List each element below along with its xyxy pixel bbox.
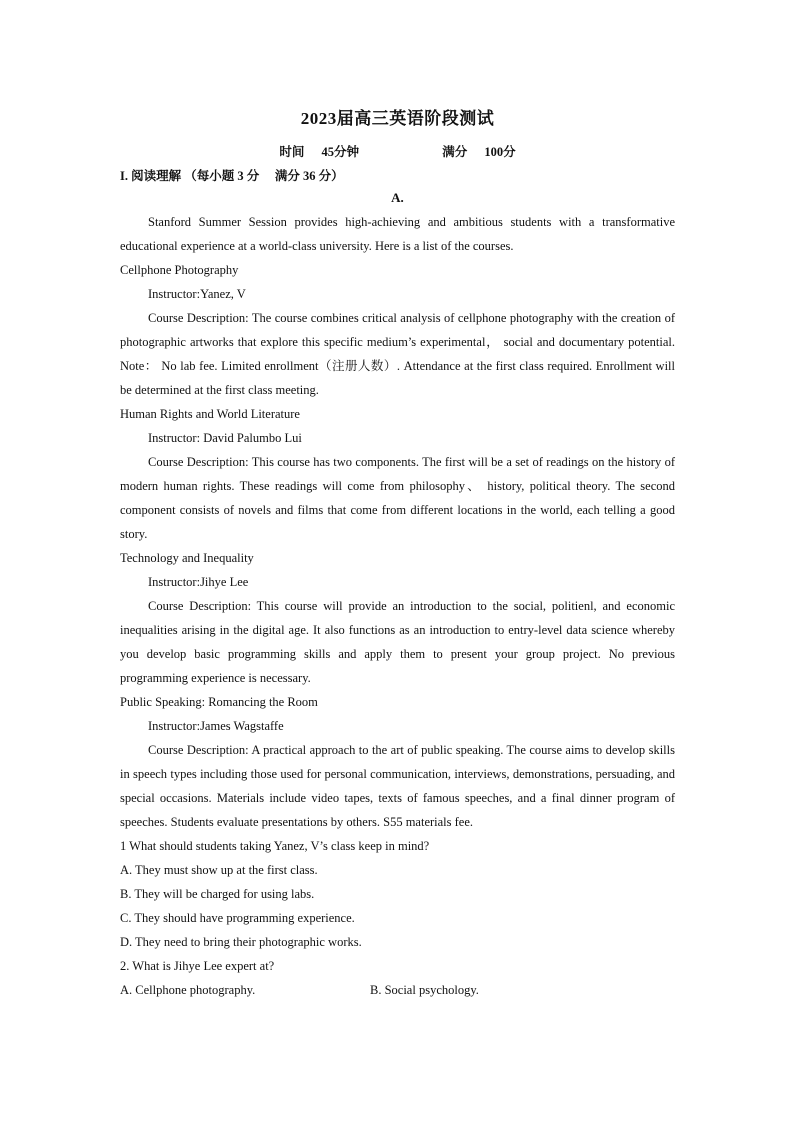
answer-options-row (120, 978, 675, 1002)
answer-option: B. Social psychology. (370, 983, 479, 997)
course-description: Course Description: A practical approach to the art of public speaking. The course aims to develop skills in speech types including those used for personal communication, interviews, demonstrations, persuading, and special occasions. Materials include video tapes, texts of famous speeches, and a final dinner program of speeches. Students evaluate presentations by others. S55 materials fee. (120, 743, 675, 829)
course-description: Course Description: This course has two components. The first will be a set of readings on the history of modern human rights. These readings will come from philosophy、 history, political theory. The second component consists of novels and films that come from different locations in the world, each telling a good story. (120, 455, 675, 541)
time-value: 45分钟 (321, 145, 360, 159)
answer-option: C. They should have programming experience. (120, 911, 355, 925)
course-title: Human Rights and World Literature (120, 407, 300, 421)
answer-option: D. They need to bring their photographic works. (120, 935, 362, 949)
passage-label: A. (391, 190, 404, 205)
answer-option: B. They will be charged for using labs. (120, 887, 315, 901)
course-description: Course Description: The course combines critical analysis of cellphone photography with the creation of photographic artworks that explore this specific medium’s experimental， social and documentary potential. Note： No lab fee. Limited enrollment（注册人数）. Attendance at the first class required. Enrollment will be determined at the first class meeting. (120, 311, 675, 397)
passage-body (120, 210, 675, 1002)
course-title: Technology and Inequality (120, 551, 254, 565)
answer-option: A. Cellphone photography. (120, 983, 256, 997)
section-heading: I. 阅读理解 （每小题 3 分 满分 36 分） (120, 169, 344, 183)
time-label: 时间 (279, 145, 305, 159)
course-instructor: Instructor:Jihye Lee (148, 575, 249, 589)
course-title: Cellphone Photography (120, 263, 239, 277)
course-instructor: Instructor:James Wagstaffe (148, 719, 284, 733)
question-stem: 1 What should students taking Yanez, V’s class keep in mind? (120, 839, 430, 853)
page-title: 2023届高三英语阶段测试 (300, 109, 495, 128)
course-instructor: Instructor:Yanez, V (148, 287, 246, 301)
exam-info (120, 142, 675, 160)
score-label: 满分 (442, 145, 468, 159)
answer-option: A. They must show up at the first class. (120, 863, 318, 877)
intro-paragraph: Stanford Summer Session provides high-achieving and ambitious students with a transformative educational experience at a world-class university. Here is a list of the courses. (120, 215, 675, 253)
score-value: 100分 (484, 145, 516, 159)
course-description: Course Description: This course will provide an introduction to the social, politienl, and economic inequalities arising in the digital age. It also functions as an introduction to entry-level data science whereby you develop basic programming skills and apply them to present your group project. No previous programming experience is necessary. (120, 599, 675, 685)
course-title: Public Speaking: Romancing the Room (120, 695, 318, 709)
question-stem: 2. What is Jihye Lee expert at? (120, 959, 275, 973)
course-instructor: Instructor: David Palumbo Lui (148, 431, 302, 445)
